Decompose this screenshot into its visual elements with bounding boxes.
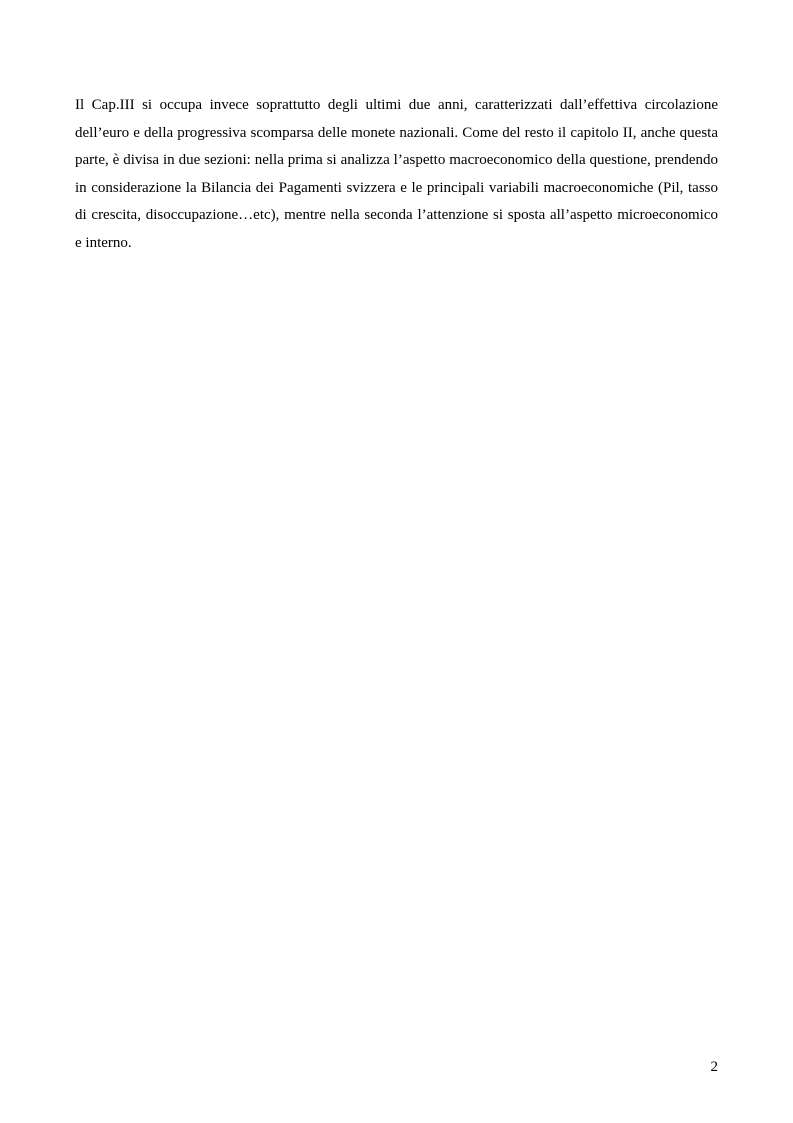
body-paragraph: Il Cap.III si occupa invece soprattutto degli ultimi due anni, caratterizzati dall’effettiva circolazione dell’euro e della progressiva scomparsa delle monete nazionali. Come del resto il capitolo II, anche questa parte, è divisa in due sezioni: nella prima si analizza l’aspetto macroeconomico della questione, prendendo in considerazione la Bilancia dei Pagamenti svizzera e le principali variabili macroeconomiche (Pil, tasso di crescita, disoccupazione…etc), mentre nella seconda l’attenzione si sposta all’aspetto microeconomico e interno. — [75, 97, 718, 251]
page-number: 2 — [710, 1059, 718, 1075]
